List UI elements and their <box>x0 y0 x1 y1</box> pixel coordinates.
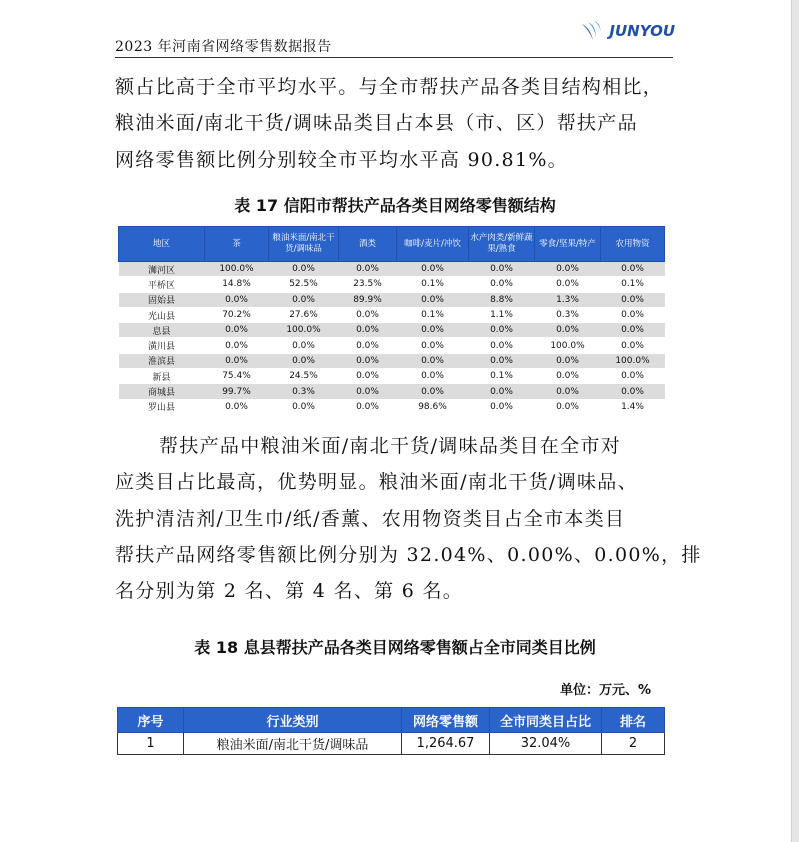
column-header: 行业类别 <box>184 708 402 733</box>
table-cell: 0.0% <box>397 384 469 399</box>
table-cell: 0.0% <box>601 292 665 307</box>
table-17-header-row <box>119 227 665 262</box>
table-cell: 0.1% <box>469 369 535 384</box>
table-cell: 0.0% <box>601 369 665 384</box>
table-cell: 0.0% <box>601 323 665 338</box>
region-cell: 新县 <box>119 369 205 384</box>
table-cell: 0.0% <box>469 384 535 399</box>
table-cell: 1.4% <box>601 399 665 414</box>
table-row <box>119 262 665 277</box>
table-row <box>119 353 665 368</box>
table-row <box>119 369 665 384</box>
region-cell: 淮滨县 <box>119 353 205 368</box>
table-row <box>119 307 665 322</box>
table-cell: 0.0% <box>469 353 535 368</box>
table-cell: 0.0% <box>339 369 397 384</box>
paragraph-2-line: 名分别为第 2 名、第 4 名、第 6 名。 <box>115 580 464 603</box>
table-cell: 0.1% <box>397 307 469 322</box>
table-row <box>118 733 665 755</box>
table-cell: 52.5% <box>269 277 339 292</box>
table-cell: 0.0% <box>535 353 601 368</box>
table-row <box>119 338 665 353</box>
table-cell: 0.0% <box>601 307 665 322</box>
table-cell: 0.0% <box>269 262 339 277</box>
table-cell: 23.5% <box>339 277 397 292</box>
table-cell: 100.0% <box>535 338 601 353</box>
table-cell: 8.8% <box>469 292 535 307</box>
table-cell: 0.0% <box>469 277 535 292</box>
table-cell: 0.0% <box>535 399 601 414</box>
paragraph-2-line: 帮扶产品网络零售额比例分别为 32.04%、0.00%、0.00%，排 <box>115 543 702 566</box>
table-cell: 0.0% <box>339 307 397 322</box>
paragraph-1-line: 额占比高于全市平均水平。与全市帮扶产品各类目结构相比， <box>115 76 664 98</box>
table-cell: 27.6% <box>269 307 339 322</box>
unit-label: 单位：万元、% <box>560 683 652 698</box>
table-cell: 98.6% <box>397 399 469 414</box>
table-cell: 99.7% <box>205 384 269 399</box>
table-cell: 70.2% <box>205 307 269 322</box>
column-header: 粮油米面/南北干货/调味品 <box>269 227 339 262</box>
column-header: 序号 <box>118 708 184 733</box>
junyou-logo <box>580 20 675 42</box>
table-cell: 0.0% <box>205 399 269 414</box>
junyou-logo-icon <box>580 20 606 42</box>
table-cell: 0.0% <box>535 369 601 384</box>
paragraph-2-line: 帮扶产品中粮油米面/南北干货/调味品类目在全市对 <box>159 435 622 457</box>
table-cell: 14.8% <box>205 277 269 292</box>
logo-text: JUNYOU <box>609 22 675 40</box>
table-cell: 0.0% <box>397 353 469 368</box>
column-header: 全市同类目占比 <box>490 708 602 733</box>
table-cell: 1.3% <box>535 292 601 307</box>
table-cell: 32.04% <box>490 733 602 755</box>
table-cell: 0.0% <box>269 399 339 414</box>
table-cell: 1,264.67 <box>402 733 490 755</box>
table-cell: 0.0% <box>601 338 665 353</box>
table-cell: 0.0% <box>469 323 535 338</box>
table-cell: 0.0% <box>397 262 469 277</box>
table-cell: 0.0% <box>469 262 535 277</box>
table-cell: 0.0% <box>535 277 601 292</box>
table-cell: 0.0% <box>339 262 397 277</box>
paragraph-1 <box>115 69 675 178</box>
table-cell: 0.0% <box>339 323 397 338</box>
table-row <box>119 399 665 414</box>
column-header: 水产肉类/新鲜蔬果/熟食 <box>469 227 535 262</box>
table-row <box>119 277 665 292</box>
table-cell: 0.0% <box>397 292 469 307</box>
column-header: 零食/坚果/特产 <box>535 227 601 262</box>
table-cell: 100.0% <box>205 262 269 277</box>
paragraph-1-line: 粮油米面/南北干货/调味品类目占本县（市、区）帮扶产品 <box>115 112 638 135</box>
table-cell: 1.1% <box>469 307 535 322</box>
table-18-caption: 表 18 息县帮扶产品各类目网络零售额占全市同类目比例 <box>194 638 596 657</box>
table-cell: 100.0% <box>269 323 339 338</box>
table-cell: 2 <box>602 733 665 755</box>
region-cell: 息县 <box>119 323 205 338</box>
column-header: 排名 <box>602 708 665 733</box>
table-cell: 粮油米面/南北干货/调味品 <box>184 733 402 755</box>
table-cell: 0.0% <box>535 323 601 338</box>
column-header: 咖啡/麦片/冲饮 <box>397 227 469 262</box>
table-cell: 0.0% <box>601 384 665 399</box>
table-cell: 75.4% <box>205 369 269 384</box>
region-cell: 罗山县 <box>119 399 205 414</box>
table-cell: 0.0% <box>269 338 339 353</box>
column-header: 酒类 <box>339 227 397 262</box>
region-cell: 光山县 <box>119 307 205 322</box>
table-cell: 0.1% <box>601 277 665 292</box>
paragraph-2-line: 应类目占比最高，优势明显。粮油米面/南北干货/调味品、 <box>115 471 638 494</box>
table-cell: 0.0% <box>339 399 397 414</box>
table-cell: 0.0% <box>339 353 397 368</box>
page-edge <box>791 0 799 842</box>
paragraph-2-line: 洗护清洁剂/卫生巾/纸/香薰、农用物资类目占全市本类目 <box>115 507 626 530</box>
column-header: 农用物资 <box>601 227 665 262</box>
table-row <box>119 384 665 399</box>
table-cell: 89.9% <box>339 292 397 307</box>
table-cell: 0.1% <box>397 277 469 292</box>
table-cell: 0.0% <box>339 338 397 353</box>
table-cell: 0.3% <box>269 384 339 399</box>
column-header: 网络零售额 <box>402 708 490 733</box>
table-cell: 0.0% <box>205 353 269 368</box>
column-header: 地区 <box>119 227 205 262</box>
table-cell: 0.0% <box>205 292 269 307</box>
region-cell: 平桥区 <box>119 277 205 292</box>
table-cell: 0.0% <box>205 338 269 353</box>
table-cell: 0.0% <box>601 262 665 277</box>
table-cell: 0.0% <box>535 384 601 399</box>
table-cell: 0.0% <box>469 399 535 414</box>
table-cell: 0.0% <box>269 353 339 368</box>
table-cell: 0.0% <box>205 323 269 338</box>
region-cell: 商城县 <box>119 384 205 399</box>
table-cell: 100.0% <box>601 353 665 368</box>
paragraph-1-line: 网络零售额比例分别较全市平均水平高 90.81%。 <box>115 148 568 171</box>
region-cell: 浉河区 <box>119 262 205 277</box>
table-cell: 1 <box>118 733 184 755</box>
region-cell: 潢川县 <box>119 338 205 353</box>
page-header <box>115 22 675 60</box>
table-cell: 0.0% <box>469 338 535 353</box>
header-divider <box>115 57 673 58</box>
table-cell: 0.3% <box>535 307 601 322</box>
region-cell: 固始县 <box>119 292 205 307</box>
table-cell: 0.0% <box>339 384 397 399</box>
table-18-header-row <box>118 708 665 733</box>
table-17 <box>118 226 665 415</box>
table-cell: 0.0% <box>397 369 469 384</box>
table-cell: 0.0% <box>535 262 601 277</box>
table-cell: 24.5% <box>269 369 339 384</box>
table-18 <box>117 707 665 755</box>
table-row <box>119 323 665 338</box>
table-17-caption: 表 17 信阳市帮扶产品各类目网络零售额结构 <box>234 196 556 215</box>
table-cell: 0.0% <box>397 338 469 353</box>
table-row <box>119 292 665 307</box>
column-header: 茶 <box>205 227 269 262</box>
paragraph-2 <box>115 428 702 609</box>
header-title: 2023 年河南省网络零售数据报告 <box>115 39 332 55</box>
table-cell: 0.0% <box>269 292 339 307</box>
table-cell: 0.0% <box>397 323 469 338</box>
